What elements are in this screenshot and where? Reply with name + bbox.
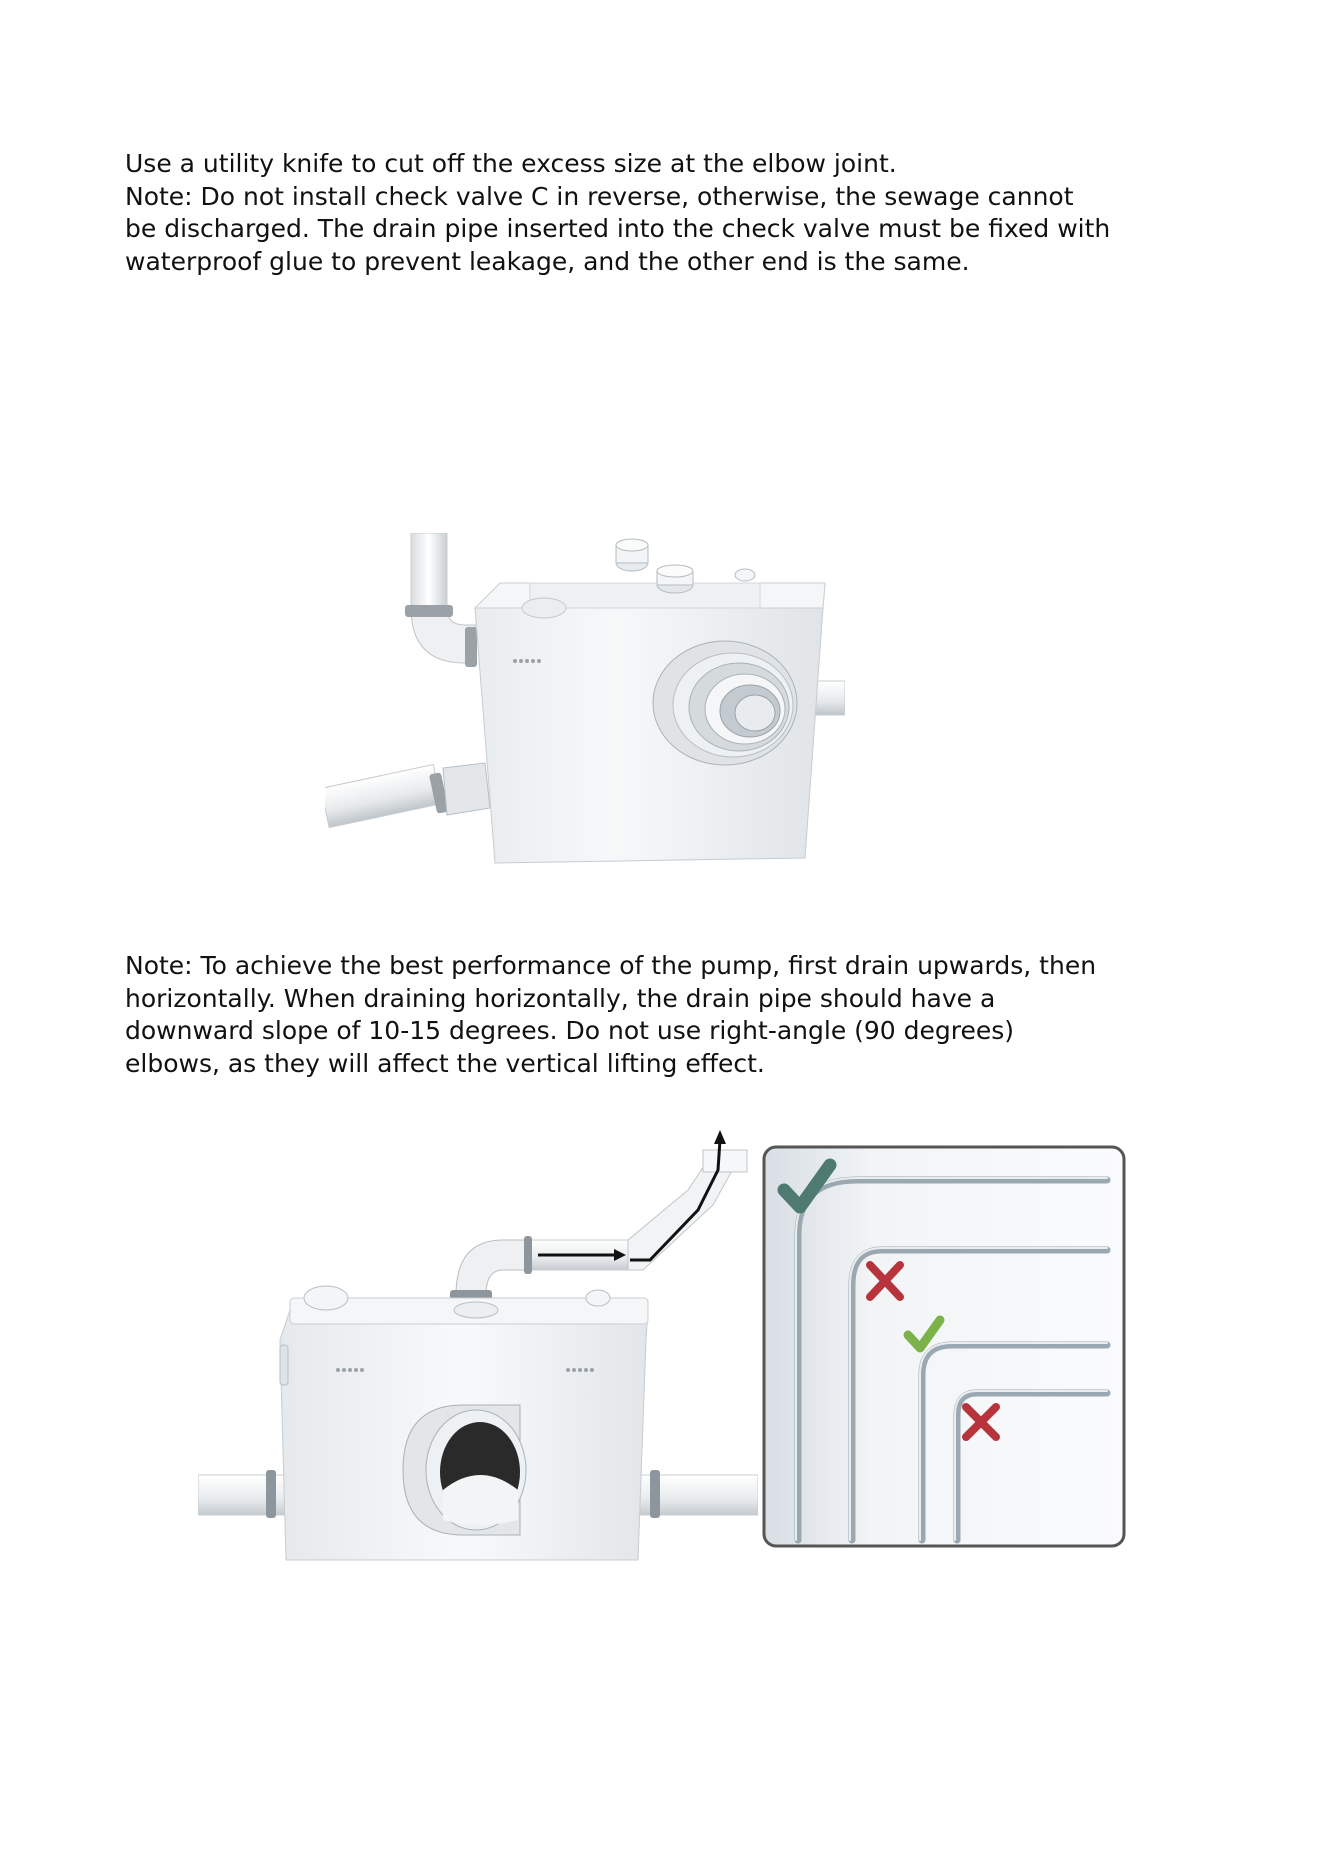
text-line: Note: To achieve the best performance of the pump, first drain upwards, then [125,951,1097,980]
text-line: Use a utility knife to cut off the excess size at the elbow joint. [125,149,897,178]
instruction-paragraph-draining [125,950,1205,1080]
pump-drain-path-photo [198,1130,758,1570]
instruction-paragraph-cutting [125,148,1205,278]
pump-installation-photo [325,533,845,883]
text-line: elbows, as they will affect the vertical lifting effect. [125,1048,765,1078]
elbow-comparison-diagram [762,1145,1126,1548]
text-line: waterproof glue to prevent leakage, and the other end is the same. [125,246,970,276]
text-line: be discharged. The drain pipe inserted into the check valve must be fixed with [125,214,1111,243]
text-line: downward slope of 10-15 degrees. Do not use right-angle (90 degrees) [125,1016,1015,1045]
text-line: Note: Do not install check valve C in reverse, otherwise, the sewage cannot [125,181,1074,211]
text-line: horizontally. When draining horizontally, the drain pipe should have a [125,983,996,1013]
